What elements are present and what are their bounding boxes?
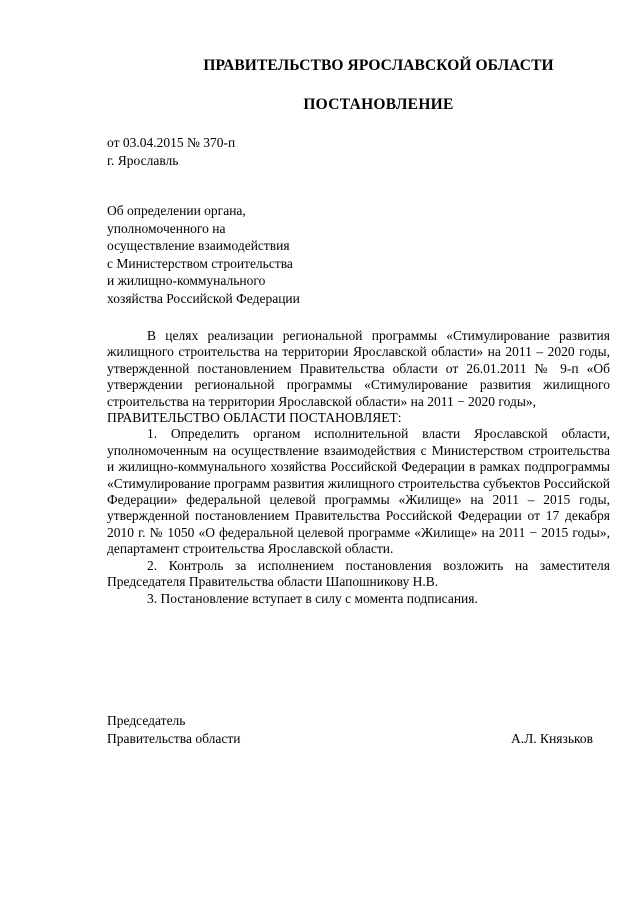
subject-line: с Министерством строительства — [107, 255, 293, 271]
city: г. Ярославль — [107, 153, 179, 168]
item-paragraph: 3. Постановление вступает в силу с момента подписания. — [147, 590, 478, 606]
item-paragraph: 1. Определить органом исполнительной власти Ярославской области, уполномоченным на осуществление взаимодействия с Министерством строительства и жилищно-коммунального хозяйства Российской Федерации в рамках подпрограммы «Стимулирование программ развития жилищного строительства субъектов Российской Федерации» федеральной целевой программы «Жилище» на 2011 – 2015 годы, утвержденной постановлением Правительства Российской Федерации от 17 декабря 2010 г. № 1050 «О федеральной целевой программе «Жилище» на 2011 − 2015 годы», департамент строительства Ярославской области. — [107, 426, 610, 557]
subject-line: Об определении органа, — [107, 203, 246, 218]
document-subject — [107, 202, 300, 307]
subject-line: хозяйства Российской Федерации — [107, 290, 300, 306]
signature-row — [107, 730, 593, 748]
resolve-statement: ПРАВИТЕЛЬСТВО ОБЛАСТИ ПОСТАНОВЛЯЕТ: — [107, 410, 402, 426]
organization-heading: ПРАВИТЕЛЬСТВО ЯРОСЛАВСКОЙ ОБЛАСТИ — [203, 57, 554, 74]
document-body — [107, 328, 610, 607]
subject-line: и жилищно-коммунального — [107, 273, 266, 288]
subject-line: осуществление взаимодействия — [107, 238, 290, 253]
subject-line: уполномоченного на — [107, 220, 226, 236]
date-number: от 03.04.2015 № 370-п — [107, 135, 236, 150]
item-paragraph: 2. Контроль за исполнением постановления возложить на заместителя Председателя Правительства области Шапошникову Н.В. — [107, 557, 610, 590]
signer-title-line1: Председатель — [107, 713, 186, 728]
document-meta — [107, 134, 235, 170]
document-type-heading: ПОСТАНОВЛЕНИЕ — [303, 96, 454, 113]
signer-name: А.Л. Князьков — [511, 731, 593, 746]
preamble-paragraph: В целях реализации региональной программы «Стимулирование развития жилищного строительства на территории Ярославской области» на 2011 – 2020 годы, утвержденной постановлением Правительства области от 26.01.2011 № 9-п «Об утверждении региональной программы «Стимулирование развития жилищного строительства на территории Ярославской области» на 2011 − 2020 годы», — [107, 328, 610, 409]
signer-title-line2: Правительства области — [107, 731, 241, 746]
signature-block — [107, 712, 593, 748]
